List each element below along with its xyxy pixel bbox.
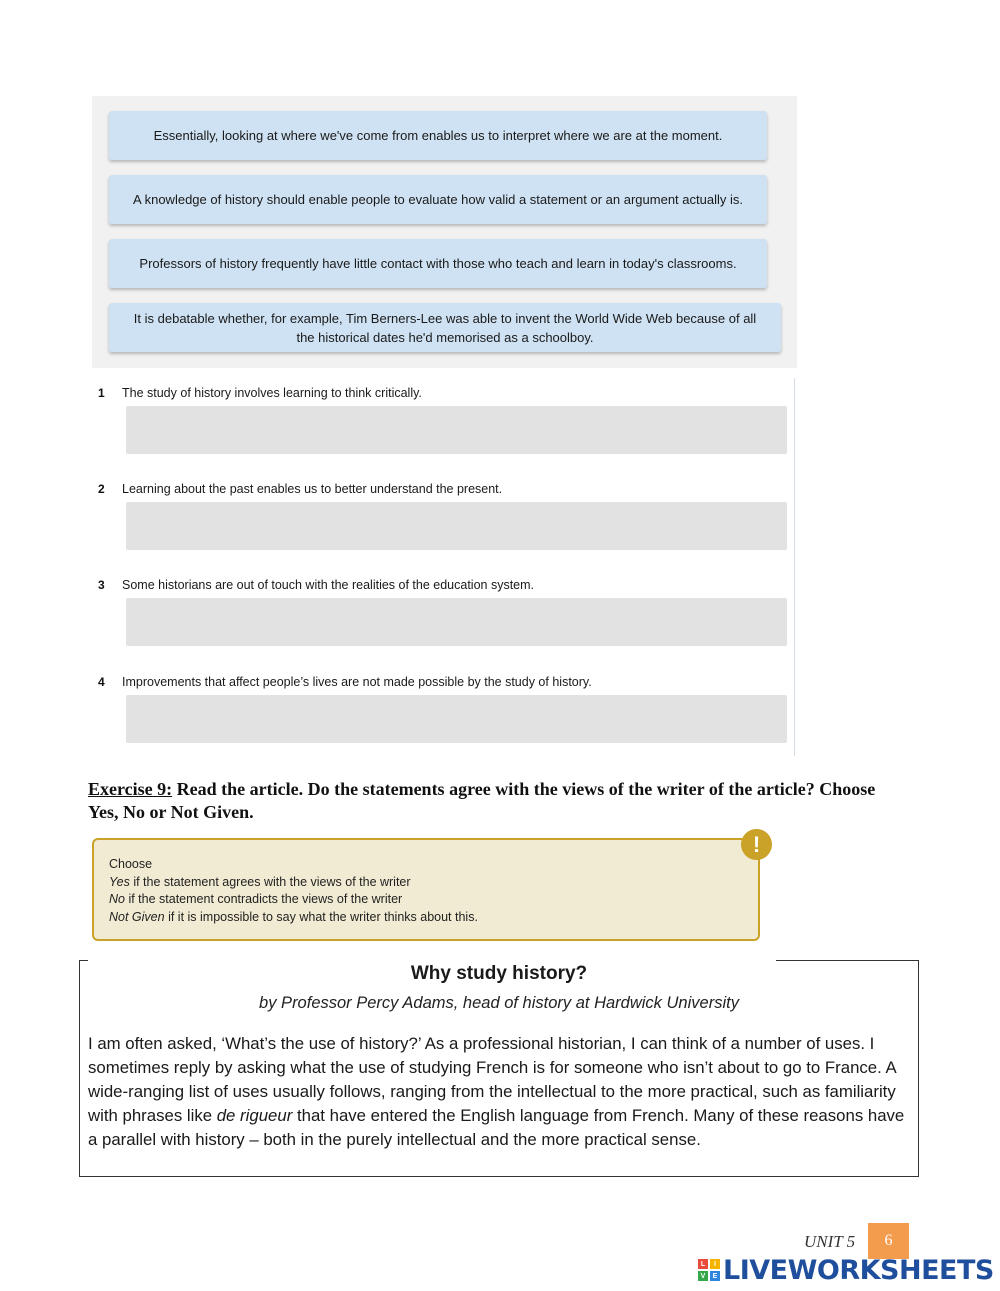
- article-body: I am often asked, ‘What’s the use of history?’ As a professional historian, I can think of a number of uses. I sometimes reply by asking what the use of studying French is for someone who isn’t about to go to France. A wide-ranging list of uses usually follows, ranging from the intellectual to the more practical, such as familiarity with phrases like de rigueur that have entered the English language from French. Many of these reasons have a parallel with history – both in the purely intellectual and the more practical sense.: [88, 1034, 905, 1149]
- choose-heading: Choose: [109, 857, 153, 871]
- choose-line: No if the statement contradicts the views of the writer: [109, 892, 403, 906]
- choose-instructions-box: [92, 838, 760, 941]
- choose-line: Yes if the statement agrees with the views of the writer: [109, 874, 411, 889]
- statement-number: 1: [98, 386, 105, 400]
- statement-number: 4: [98, 675, 105, 689]
- exercise-heading: [88, 778, 908, 824]
- brand-blocks-icon: L I V E: [698, 1259, 720, 1281]
- article-byline: by Professor Percy Adams, head of history at Hardwick University: [259, 994, 739, 1012]
- statement-number: 2: [98, 482, 105, 496]
- article-title: Why study history?: [410, 963, 588, 984]
- statement-text: The study of history involves learning to think critically.: [122, 386, 422, 400]
- statement-text: Learning about the past enables us to better understand the present.: [122, 482, 503, 496]
- liveworksheets-logo: [698, 1253, 994, 1287]
- unit-label: UNIT 5: [804, 1232, 856, 1251]
- answer-drop-box[interactable]: [126, 695, 787, 743]
- draggable-card[interactable]: Professors of history frequently have little contact with those who teach and learn in today's classrooms.: [109, 239, 767, 288]
- brand-text: LIVEWORKSHEETS: [723, 1254, 994, 1286]
- statement-number: 3: [98, 578, 105, 592]
- answer-drop-box[interactable]: [126, 598, 787, 646]
- article-frame-top-right: [776, 960, 919, 961]
- cards-panel: [92, 96, 797, 368]
- draggable-card[interactable]: A knowledge of history should enable people to evaluate how valid a statement or an argument actually is.: [109, 175, 767, 224]
- exercise-label: Exercise 9:: [88, 779, 173, 799]
- statements-divider: [794, 378, 795, 756]
- statement-text: Some historians are out of touch with the realities of the education system.: [122, 578, 535, 592]
- exclamation-icon: !: [741, 829, 772, 860]
- article-frame-top-left: [79, 960, 88, 961]
- page-number: 6: [868, 1223, 909, 1259]
- draggable-card[interactable]: Essentially, looking at where we've come from enables us to interpret where we are at the moment.: [109, 111, 767, 160]
- answer-drop-box[interactable]: [126, 502, 787, 550]
- answer-drop-box[interactable]: [126, 406, 787, 454]
- choose-line: Not Given if it is impossible to say what the writer thinks about this.: [109, 909, 478, 924]
- statement-text: Improvements that affect people’s lives are not made possible by the study of history.: [122, 675, 592, 689]
- draggable-card[interactable]: It is debatable whether, for example, Tim Berners-Lee was able to invent the World Wide Web because of all the historical dates he'd memorised as a schoolboy.: [109, 303, 781, 352]
- exercise-instruction: Read the article. Do the statements agree with the views of the writer of the article? Choose Yes, No or Not Given.: [88, 779, 876, 822]
